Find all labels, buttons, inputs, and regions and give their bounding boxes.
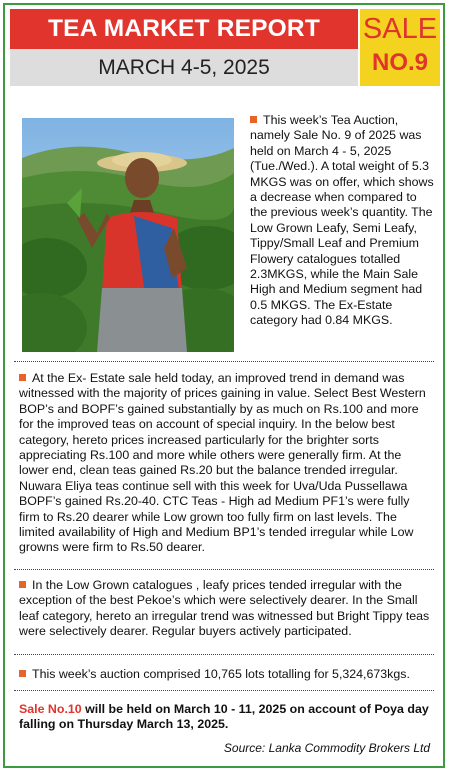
sale-number-badge: [360, 9, 440, 86]
sale-label: SALE: [362, 13, 438, 45]
tea-plucker-illustration: [22, 118, 234, 352]
dotted-divider: [14, 654, 434, 655]
report-title: TEA MARKET REPORT: [10, 9, 358, 49]
bullet-square-icon: [19, 581, 26, 588]
intro-paragraph: This week’s Tea Auction, namely Sale No. 9 of 2025 was held on March 4 - 5, 2025 (Tue./Wed.). A total weight of 5.3 MKGS was on offer, which shows a decrease when compared to the previous week’s quantity. The Low Grown Leafy, Semi Leafy, Tippy/Small Leaf and Premium Flowery catalogues totalled 2.3MKGS, while the Main Sale High and Medium segment had 0.5 MKGS. The Ex-Estate category had 0.84 MKGS.: [250, 113, 434, 328]
next-sale-notice: Sale No.10 will be held on March 10 - 11, 2025 on account of Poya day falling on Thursday March 13, 2025.: [19, 702, 429, 732]
source-credit: Source: Lanka Commodity Brokers Ltd: [223, 741, 430, 755]
ex-estate-paragraph: At the Ex- Estate sale held today, an improved trend in demand was witnessed with the majority of prices gaining in value. Select Best Western BOP’s and BOPF’s gained substantially by as much on Rs.100 and more for the improved teas on account of special inquiry. In the below best category, hereto prices increased particularly for the brighter sorts appreciating Rs.100 and more while others were generally firm. At the lower end, clean teas gained Rs.20 but the balance trended irregular. Nuwara Eliya teas continue sell with this week for Uva/Uda Pussellawa BOPF’s gained Rs.20-40. CTC Teas - High ad Medium PF1’s were fully firm to Rs.20 dearer while Low grown too fully firm on last levels. The limited availability of High and Medium BP1’s tended irregular while Low growns were firm to Rs.50 dearer.: [19, 371, 426, 555]
dotted-divider: [14, 569, 434, 570]
bullet-square-icon: [19, 374, 26, 381]
tea-plucker-photo: [22, 118, 234, 352]
sale-number: NO.9: [371, 49, 428, 76]
bullet-square-icon: [19, 670, 26, 677]
dotted-divider: [14, 361, 434, 362]
bullet-square-icon: [250, 116, 257, 123]
dotted-divider: [14, 690, 434, 691]
low-grown-paragraph: In the Low Grown catalogues , leafy prices tended irregular with the exception of the best Pekoe’s which were selectively dearer. In the Small leaf category, hereto an irregular trend was witnessed but Bright Tippy teas were selectively dearer. Regular buyers actively participated.: [19, 578, 430, 639]
next-sale-highlight: Sale No.10: [19, 702, 82, 716]
report-header: [10, 9, 358, 86]
report-date: MARCH 4-5, 2025: [10, 49, 358, 86]
auction-summary-paragraph: This week’s auction comprised 10,765 lots totalling for 5,324,673kgs.: [19, 667, 433, 682]
